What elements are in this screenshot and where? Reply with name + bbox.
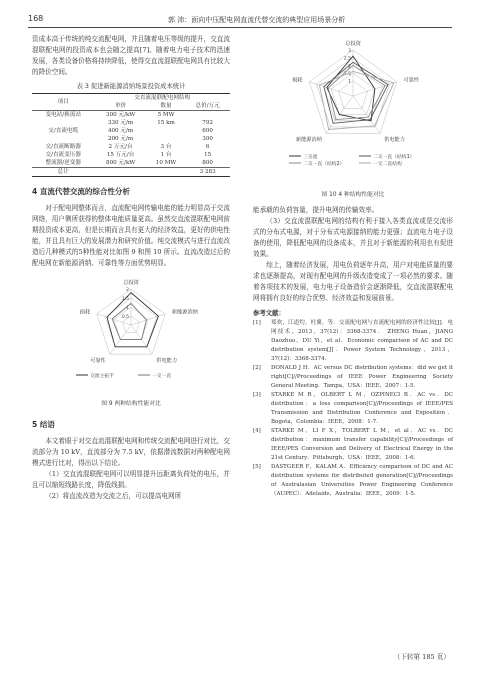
- legend-label: 二交一直（结构1）: [373, 154, 415, 160]
- radar-axis-label: 新能源消纳: [295, 136, 322, 143]
- radar-tick-label: 1.5: [343, 72, 351, 77]
- section5-title: 5 结语: [32, 420, 55, 429]
- table-cell-total: 300: [202, 136, 213, 142]
- table-header-total: 总价/万元: [195, 103, 220, 109]
- table-cell-total: 600: [202, 128, 213, 134]
- radar-axis-label: 新能源消纳: [171, 309, 198, 316]
- table-cell-qty: 15 km: [157, 120, 175, 126]
- table-header-item: 项目: [57, 99, 69, 105]
- references-title: 参考文献：: [253, 309, 285, 317]
- reference-text: STARKE M R，OLBERT L M，OZPINECI B．AC vs．DC distribution：a loss comparison[C]//Proceedings of IEEE/PES Transmission and Distribution Conference and Exposition．Bogota，Colombia：IEEE，2008：1-7．: [271, 392, 453, 425]
- reference-item: [253, 391, 453, 427]
- table-cell-price: 400 元/m: [107, 128, 134, 134]
- table-cell-item: 变电站/换流站: [45, 112, 81, 118]
- page-header: [28, 14, 452, 28]
- intro-paragraph: 资成本高于传统的纯交流配电网，并且随着电压等级的提升，交直流混联配电网的投资成本也会随之提高[7]。随着电力电子技术的迅速发展，各类设备价格将持续降低，使得交直流混联配电网具有比较大的降价空间。: [32, 35, 230, 76]
- section5-paragraph2: （1）交直流混联配电网可以明显提升远距离负荷处的电压，并且可以缩短线路长度，降低线损。: [32, 470, 230, 489]
- radar-tick-label: 2: [348, 64, 351, 70]
- legend-label: 交流主拓手: [90, 373, 114, 379]
- table-row: [32, 159, 230, 168]
- summary-paragraph: 综上，随着经济发展，用电负荷逐年升高，用户对电能质量的要求也逐渐提高，对现有配电网的升级改造变成了一项必然的要求。随着各项技术的发展，电力电子设备造价会逐渐降低，交直流混联配电网将拥有良好的综合优势、经济效益和发展前景。: [253, 261, 453, 302]
- table-cell-price: 800 元/kW: [106, 160, 136, 166]
- radar-axis-label: 可靠性: [403, 77, 419, 84]
- reference-text: DONALD J H．AC versus DC distribution systems：did we get it right[C]//Proceedings of IEEE Power Engineering Society General Meeting．Tampa，USA：IEEE，2007：1-5．: [271, 365, 453, 389]
- table-cell-qty: [147, 135, 186, 143]
- table-cell-qty: [147, 127, 186, 135]
- section4-title: 4 直流代替交流的综合性分析: [32, 187, 130, 196]
- radar-series-line: [328, 65, 385, 119]
- radar-tick-label: 2: [126, 288, 129, 293]
- table-row: [32, 119, 230, 127]
- table-caption: 表 3 促进新能源消纳场景投资成本统计: [76, 83, 186, 90]
- left-column: [32, 34, 230, 502]
- table-total-value: 3 283: [199, 169, 216, 175]
- reference-text: DASTGEER F，KALAM A．Efficiency comparison of DC and AC distribution systems for distributed generation[C]//Proceedings of Australasian Universities Power Engineering Conference（AUPEC）．Adelaide，Australia：IEEE，2009：1-5．: [271, 464, 453, 497]
- section5-paragraph1: 本文着眼于对交直流混联配电网和传统交流配电网进行对比，交流部分为 10 kV，直流部分为 7.5 kV，依据潜流数据对两种配电网模式进行比对，得出以下结论。: [32, 437, 230, 467]
- table-total-label: 总计: [57, 169, 69, 175]
- table-cell-price: 200 元/m: [107, 136, 134, 142]
- radar-tick-label: 0.5: [121, 315, 129, 320]
- radar-tick-label: 1.5: [121, 297, 129, 302]
- legend-label: 二交一直（结构2）: [303, 161, 345, 167]
- radar-axis-label: 总投资: [345, 41, 361, 47]
- continued-note: （下转第 185 页）: [393, 653, 450, 661]
- table-body: [32, 111, 230, 168]
- table-cell-item: 交/直流变压器: [45, 152, 81, 158]
- table-cell-total: 800: [202, 160, 213, 166]
- table-cell-item: 交/直流断路器: [45, 144, 81, 150]
- references-list: [253, 319, 453, 499]
- table-cell-qty: 1 台: [160, 152, 172, 158]
- radar-axis-label: 可靠性: [90, 357, 106, 364]
- radar-tick-label: 2.5: [343, 56, 351, 62]
- table-cell-price: 330 元/m: [107, 120, 134, 126]
- table-cell-price: 15 万元/台: [106, 152, 135, 158]
- reference-text: STARKE M，LI F X，TOLBERT L M，et al．AC vs．DC distribution：maximum transfer capability[C]//Proceedings of IEEE/PES Conversion and Delivery of Electrical Energy in the 21st Century．Pittsburgh，USA：IEEE，2008：1-6．: [271, 428, 453, 461]
- radar-axis-label: 供电能力: [384, 136, 405, 143]
- table-cell-price: 300 元/kW: [106, 112, 136, 118]
- right-continue-paragraph: 能承载的负荷容量，提升电网的传输效率。: [253, 206, 379, 214]
- table-cell-total: [185, 111, 230, 120]
- running-title: 郭 沛：面向中压配电网直流代替交流的典型应用场景分析: [168, 16, 346, 24]
- reference-number: [3]: [253, 392, 261, 398]
- table-cell-item: [32, 119, 94, 127]
- table-cell-item: [32, 135, 94, 143]
- radar-spoke: [309, 82, 353, 96]
- legend-label: 一交二直结构: [373, 161, 402, 167]
- section5-paragraph3: （2）将直流改造为交流之后，可以提高电网所: [45, 492, 182, 500]
- table-row: [32, 143, 230, 151]
- table-cell-total: 15: [204, 152, 212, 158]
- figure9-caption: 图 9 两种结构性能对比: [101, 401, 161, 407]
- table-header-qty: 数量: [160, 103, 172, 109]
- reference-number: [1]: [253, 320, 261, 326]
- table-cell-qty: 10 MW: [155, 160, 177, 166]
- legend-label: 三交流: [303, 154, 318, 160]
- table-cell-qty: 5 MW: [157, 112, 175, 118]
- figure10-caption: 图 10 4 种结构性能对比: [321, 192, 385, 198]
- radar-series-line: [324, 62, 388, 123]
- figure9-radar-chart: [32, 273, 230, 397]
- table-cell-item: 交/直流电缆: [48, 128, 79, 134]
- reference-item: [253, 364, 453, 391]
- cost-table: [32, 93, 230, 177]
- reference-item: [253, 463, 453, 499]
- reference-item: [253, 319, 453, 364]
- legend-label: 一交一直: [152, 373, 172, 379]
- header-rule: [28, 27, 452, 28]
- table-cell-total: 792: [202, 120, 213, 126]
- table-row: [32, 127, 230, 135]
- conclusion-point3: （3）交直流混联配电网的结构有利于接入各类直流或是交流形式的分布式电源，对于分布式电源接纳的能力更强；直流电力电子设备的使用，降低配电网的设备成本，并且对于新能源的利用也有促进效果。: [253, 217, 453, 258]
- table-cell-item: 整流器/逆变器: [45, 160, 81, 166]
- table-row: [32, 111, 230, 120]
- table-cell-price: 2 万元/台: [108, 144, 133, 150]
- reference-number: [2]: [253, 365, 261, 371]
- radar-axis-label: 损耗: [79, 309, 91, 316]
- table-cell-total: 6: [205, 144, 210, 150]
- section4-paragraph: 对于配电网整体而言，直流配电网传输电能的能力明显高于交流网络，用户侧所获得的整体电能质量更高。虽然交直流混联配电网前期投资成本更高，但是长期而言具有更大的经济效益，更好的供电性能，并且具有巨大的发展潜力和研究价值。纯交流模式与进行直流改造后几种模式的5种性能对比如图 9 和图 10 所示。直流改造过后的配电网在新能源消纳、可靠性等方面优势明显。: [32, 204, 230, 267]
- radar-axis-label: 损耗: [292, 77, 303, 84]
- page-number: 168: [28, 14, 44, 23]
- table-cell-qty: 3 台: [160, 144, 172, 150]
- reference-text: 郑欢，江道灼，杜翼，等．交流配电网与直流配电网的经济性比较[J]．电网技术，2013，37(12)：3368-3374． ZHENG Huan，JIANG Daozhuo，DU Yi，et al．Economic comparison of AC and DC distribution system[J]．Power System Technology，2013，37(12)：3368-3374．: [271, 320, 453, 362]
- radar-axis-label: 供电能力: [156, 357, 178, 364]
- table-header-price: 单价: [114, 103, 127, 109]
- reference-item: [253, 427, 453, 463]
- table-row: [32, 135, 230, 143]
- radar-tick-label: 1: [348, 79, 351, 85]
- table-group-header: 交直流混联配电网结构: [134, 95, 191, 101]
- radar-tick-label: 3: [348, 49, 351, 54]
- reference-number: [5]: [253, 464, 261, 470]
- reference-number: [4]: [253, 428, 261, 434]
- figure10-radar-chart: [253, 34, 453, 188]
- radar-axis-label: 总投资: [123, 280, 139, 286]
- radar-tick-label: 1: [126, 306, 129, 311]
- right-column: [253, 34, 453, 499]
- table-row: [32, 151, 230, 159]
